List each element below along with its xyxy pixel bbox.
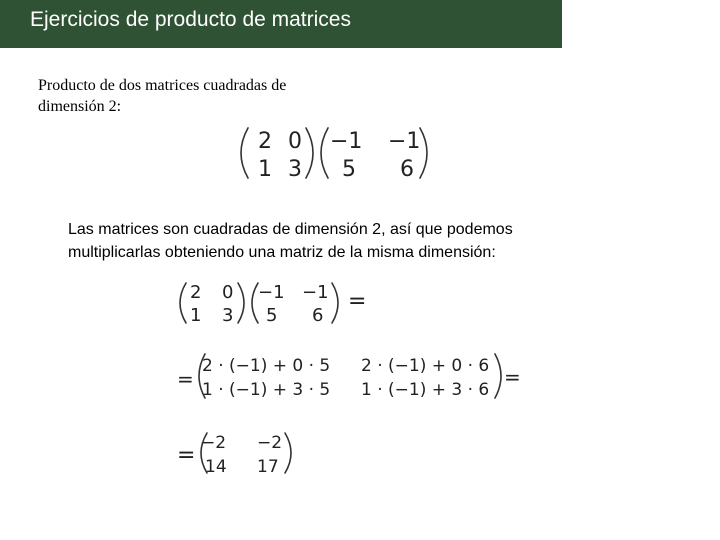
equals-sign: = — [177, 367, 194, 391]
intro-text: Producto de dos matrices cuadradas de dimensión 2: — [38, 77, 287, 115]
matrix-a-cell: 1 — [258, 157, 272, 182]
result-cell: 17 — [257, 457, 279, 477]
title-bar — [0, 0, 562, 48]
expanded-cell: 2 · (−1) + 0 · 6 — [361, 356, 490, 376]
expanded-cell: 2 · (−1) + 0 · 5 — [202, 356, 331, 376]
slide-title: Ejercicios de producto de matrices — [30, 8, 351, 31]
step1-matrices — [170, 278, 370, 328]
matrix-b-cell: 6 — [312, 305, 324, 326]
parenthesis — [241, 128, 248, 178]
parenthesis — [495, 354, 501, 398]
step2-expansion — [175, 350, 525, 402]
expanded-cell: 1 · (−1) + 3 · 6 — [361, 380, 490, 400]
parenthesis — [306, 128, 313, 178]
result-cell: −2 — [257, 433, 283, 453]
explanation-line-2: multiplicarlas obteniendo una matriz de la misma dimensión: — [68, 244, 496, 261]
matrix-b-cell: −1 — [258, 282, 285, 303]
parenthesis — [238, 283, 244, 323]
result-matrix — [175, 428, 305, 478]
result-cell: −2 — [201, 433, 227, 453]
matrix-a-cell: 0 — [222, 282, 234, 303]
matrix-b-cell: 5 — [342, 157, 356, 182]
parenthesis — [180, 283, 186, 323]
matrix-b-cell: −1 — [302, 282, 329, 303]
explanation-line-1: Las matrices son cuadradas de dimensión 2, así que podemos — [68, 221, 513, 238]
parenthesis — [332, 283, 338, 323]
matrix-b-cell: −1 — [330, 129, 363, 154]
explanation-text — [68, 218, 608, 264]
parenthesis — [285, 433, 291, 473]
matrix-a-cell: 2 — [258, 129, 272, 154]
matrix-a-cell: 3 — [222, 305, 234, 326]
matrix-b-cell: 6 — [400, 157, 414, 182]
equals-sign: = — [504, 365, 521, 389]
equals-sign: = — [177, 443, 196, 468]
parenthesis — [420, 128, 427, 178]
matrix-a-cell: 0 — [288, 129, 302, 154]
equals-sign: = — [348, 289, 367, 314]
matrix-a-cell: 2 — [190, 282, 202, 303]
matrix-a-cell: 3 — [288, 157, 302, 182]
matrix-b-cell: −1 — [388, 129, 421, 154]
result-cell: 14 — [205, 457, 227, 477]
expanded-cell: 1 · (−1) + 3 · 5 — [202, 380, 331, 400]
problem-matrices — [230, 122, 445, 184]
parenthesis — [321, 128, 328, 178]
matrix-a-cell: 1 — [190, 305, 202, 326]
matrix-b-cell: 5 — [266, 305, 278, 326]
